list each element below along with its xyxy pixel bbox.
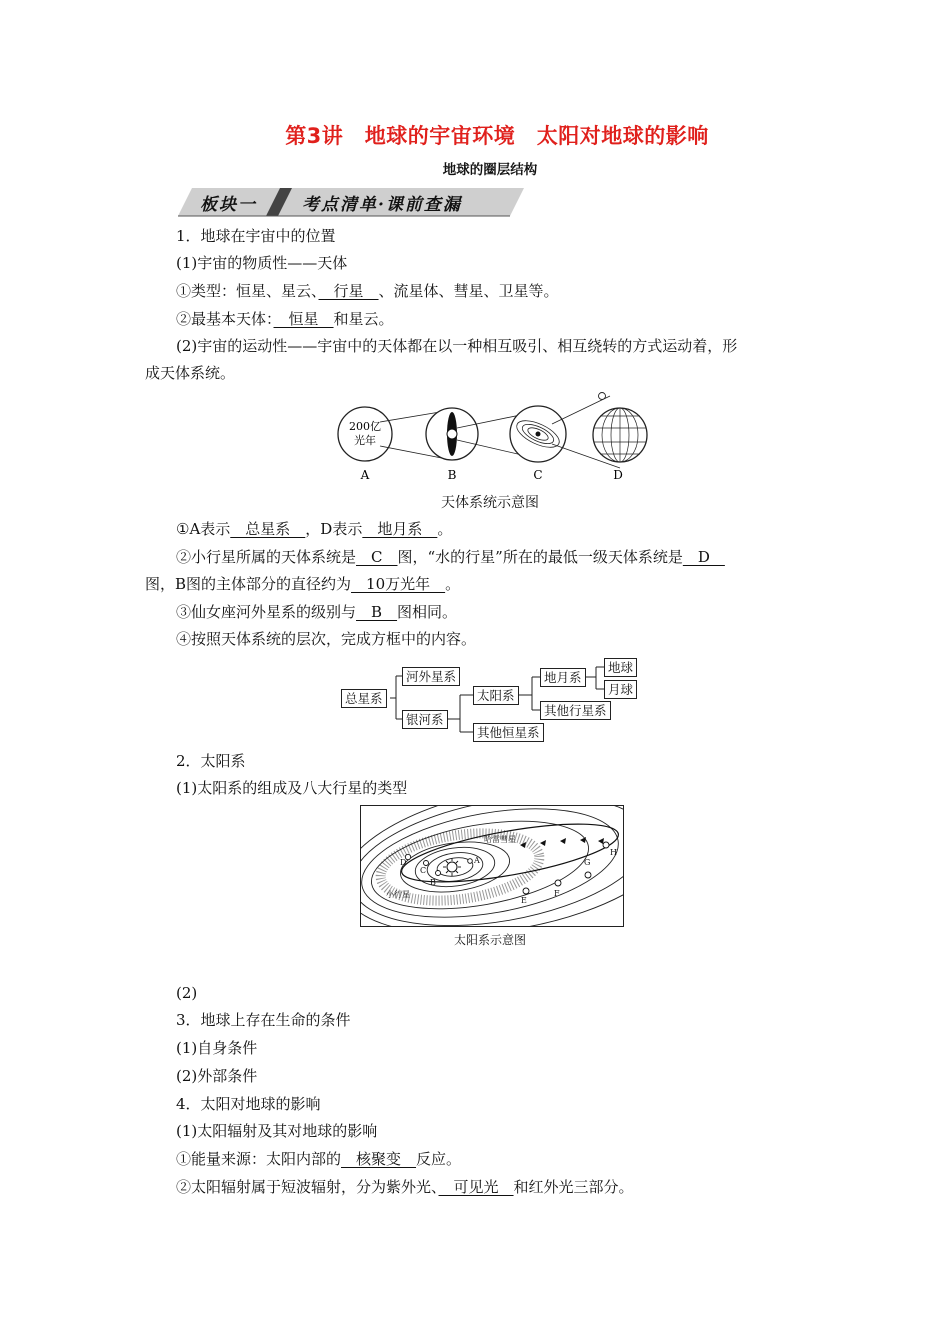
section1-heading: 1．地球在宇宙中的位置 <box>176 227 336 245</box>
text: 。 <box>437 520 453 538</box>
fig1-label-a: A <box>360 468 370 482</box>
text: 和星云。 <box>333 310 394 328</box>
fig2-planet-b: B <box>430 878 436 887</box>
page-subtitle: 地球的圈层结构 <box>442 162 538 178</box>
section1-line1 <box>176 281 559 301</box>
tree-node-earth: 地球 <box>604 658 637 677</box>
text: ②太阳辐射属于短波辐射，分为紫外光、 <box>176 1178 439 1196</box>
fig2-planet-d: D <box>400 858 407 867</box>
question-2-line2 <box>145 574 460 594</box>
tree-node-solar-system: 太阳系 <box>473 686 519 705</box>
text: 反应。 <box>416 1150 462 1168</box>
tree-node-root: 总星系 <box>341 689 387 708</box>
answer-blank: C <box>356 548 398 566</box>
answer-blank: 行星 <box>318 282 379 300</box>
fig2-planet-g: G <box>584 858 591 867</box>
answer-blank: 核聚变 <box>341 1150 417 1168</box>
fig2-planet-h: H <box>610 848 617 857</box>
text: ①能量来源：太阳内部的 <box>176 1150 342 1168</box>
section1-line2 <box>176 309 394 329</box>
tree-node-milky-way: 银河系 <box>402 710 448 729</box>
fig1-caption: 天体系统示意图 <box>441 495 539 511</box>
fig1-circle-text-2: 光年 <box>354 434 376 447</box>
tree-node-extragalactic: 河外星系 <box>402 667 460 686</box>
section4-line1 <box>176 1149 461 1169</box>
fig2-planet-e: E <box>521 896 527 905</box>
fig2-planet-a: A <box>474 856 480 865</box>
answer-blank: 总星系 <box>230 520 306 538</box>
answer-blank: 恒星 <box>273 310 334 328</box>
fig1-label-c: C <box>533 468 543 482</box>
text: ①类型：恒星、星云、 <box>176 282 319 300</box>
answer-blank: B <box>356 603 398 621</box>
text: ①A表示 <box>176 520 231 538</box>
fig2-planet-f: F <box>554 889 560 898</box>
text: 图，“水的行星”所在的最低一级天体系统是 <box>397 548 683 566</box>
section2-p2: (2) <box>176 984 198 1002</box>
text: ③仙女座河外星系的级别与 <box>176 603 357 621</box>
tree-node-moon: 月球 <box>604 680 637 699</box>
fig2-caption: 太阳系示意图 <box>453 933 526 947</box>
fig2-comet-label: 哈雷彗星 <box>484 835 516 844</box>
page-title: 第3讲 地球的宇宙环境 太阳对地球的影响 <box>285 124 709 148</box>
text: 图，B图的主体部分的直径约为 <box>145 575 352 593</box>
section1-p2-line1: (2)宇宙的运动性——宇宙中的天体都在以一种相互吸引、相互绕转的方式运动着，形 <box>176 337 738 355</box>
text: 。 <box>445 575 461 593</box>
answer-blank: D <box>682 548 725 566</box>
banner-right-label: 考点清单·课前查漏 <box>302 195 462 215</box>
text: 图相同。 <box>397 603 458 621</box>
question-2-line1 <box>176 547 725 567</box>
fig1-label-b: B <box>447 468 457 482</box>
section4-line2 <box>176 1177 634 1197</box>
text: 和红外光三部分。 <box>513 1178 634 1196</box>
fig1-label-d: D <box>613 468 623 482</box>
section3-p1: (1)自身条件 <box>176 1039 258 1057</box>
text: ，D表示 <box>305 520 363 538</box>
section1-p1: (1)宇宙的物质性——天体 <box>176 254 348 272</box>
question-3 <box>176 602 457 622</box>
section-banner <box>176 186 524 218</box>
section2-heading: 2．太阳系 <box>176 752 246 770</box>
banner-left-label: 板块一 <box>200 195 257 215</box>
section4-p1: (1)太阳辐射及其对地球的影响 <box>176 1122 378 1140</box>
question-4: ④按照天体系统的层次，完成方框中的内容。 <box>176 630 477 648</box>
answer-blank: 10万光年 <box>351 575 446 593</box>
section1-p2-line2: 成天体系统。 <box>145 364 236 382</box>
tree-node-other-stellar: 其他恒星系 <box>473 723 544 742</box>
solar-system-figure <box>360 805 624 927</box>
text: ②小行星所属的天体系统是 <box>176 548 357 566</box>
fig2-asteroid-label: 小行星 <box>386 890 410 899</box>
section3-p2: (2)外部条件 <box>176 1067 258 1085</box>
celestial-systems-figure <box>330 388 650 488</box>
text: ②最基本天体： <box>176 310 274 328</box>
section4-heading: 4．太阳对地球的影响 <box>176 1095 321 1113</box>
answer-blank: 可见光 <box>438 1178 514 1196</box>
tree-node-other-planetary: 其他行星系 <box>540 701 611 720</box>
hierarchy-diagram <box>340 656 650 746</box>
section3-heading: 3．地球上存在生命的条件 <box>176 1011 351 1029</box>
tree-node-earth-moon: 地月系 <box>540 668 586 687</box>
question-1 <box>176 519 452 539</box>
answer-blank: 地月系 <box>362 520 438 538</box>
text: 、流星体、彗星、卫星等。 <box>378 282 559 300</box>
section2-p1: (1)太阳系的组成及八大行星的类型 <box>176 779 408 797</box>
fig1-circle-text-1: 200亿 <box>349 420 381 433</box>
fig2-planet-c: C <box>420 866 427 875</box>
